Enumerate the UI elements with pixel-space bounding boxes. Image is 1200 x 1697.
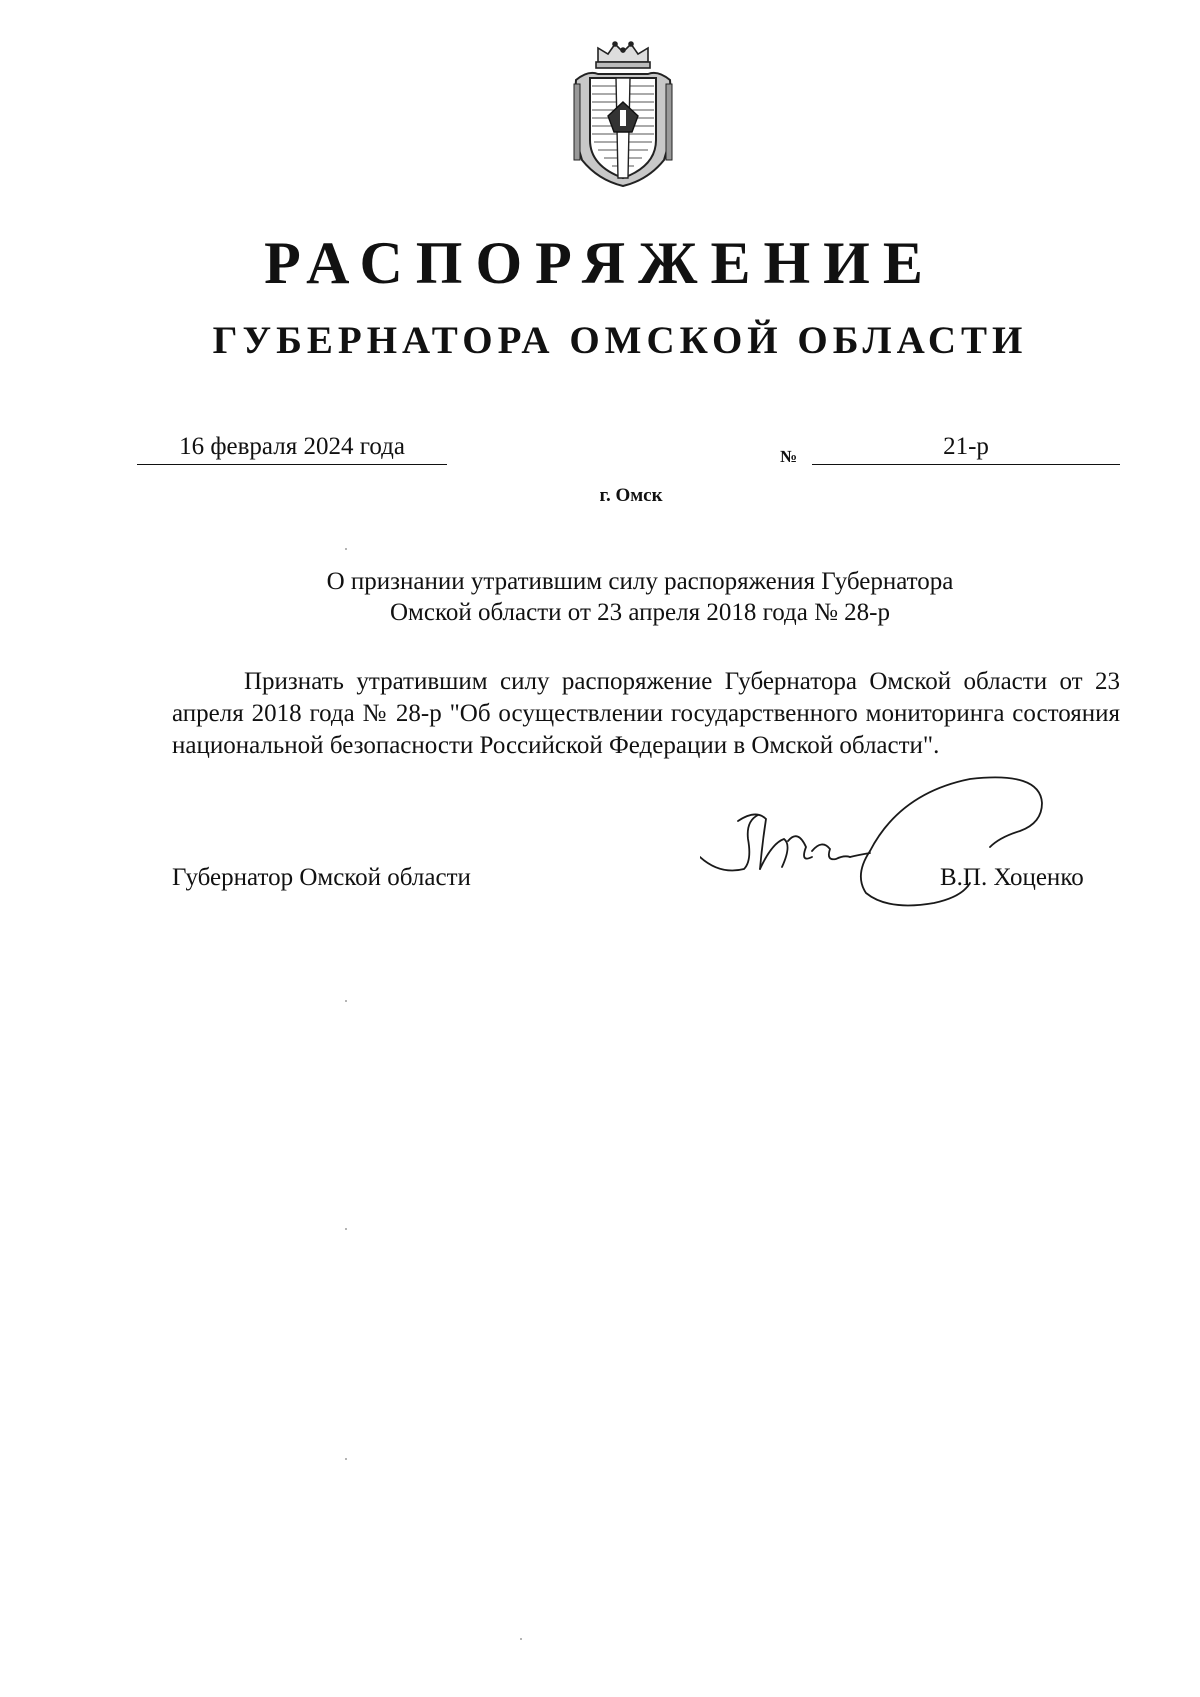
document-issuer: ГУБЕРНАТОРА ОМСКОЙ ОБЛАСТИ <box>212 319 1028 362</box>
number-sign-label: № <box>780 447 798 466</box>
document-type-title: РАСПОРЯЖЕНИЕ <box>264 230 936 296</box>
scan-artifact <box>520 1638 522 1640</box>
handwritten-signature-icon <box>700 775 1050 915</box>
document-city: г. Омск <box>599 485 663 506</box>
document-number: 21-р <box>812 430 1120 465</box>
scan-artifact <box>345 1000 347 1002</box>
scan-artifact <box>345 548 347 550</box>
scan-artifact <box>345 1458 347 1460</box>
document-body-paragraph: Признать утратившим силу распоряжение Губернатора Омской области от 23 апреля 2018 года № 28-р "Об осуществлении государственного мониторинга состояния национальной безопасности Российской Федерации в Омской области". <box>172 668 1120 759</box>
scan-artifact <box>345 1228 347 1230</box>
document-date: 16 февраля 2024 года <box>137 430 447 465</box>
document-subject-line-1: О признании утратившим силу распоряжения Губернатора <box>326 568 954 595</box>
document-subject-line-2: Омской области от 23 апреля 2018 года № 28-р <box>389 599 890 626</box>
signatory-name: В.П. Хоценко <box>940 864 1084 891</box>
coat-of-arms-icon <box>568 40 678 190</box>
signatory-position: Губернатор Омской области <box>172 864 471 891</box>
document-subject <box>250 566 1030 628</box>
